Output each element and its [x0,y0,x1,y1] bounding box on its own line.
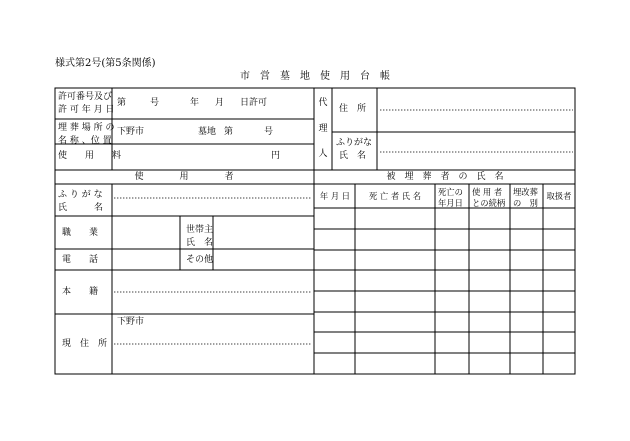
burial-section-header: 被 埋 葬 者 の 氏 名 [386,172,504,182]
fee-label: 使 用 料 [58,151,122,161]
phone-label: 電 話 [62,255,99,265]
permit-month: 月 [215,98,225,108]
col-deceased-name: 死 亡 者 氏 名 [368,190,422,201]
location-city: 下野市 [117,127,145,137]
page-title: 市 営 墓 地 使 用 台 帳 [240,71,390,82]
agent-name-label: ふりがな 氏 名 [336,138,373,161]
location-label: 埋 葬 場 所 の 名 称 、位 置 [58,123,115,146]
location-cemetery: 墓地 [198,127,217,137]
user-name-label: ふ り が な 氏 名 [58,190,104,213]
other-label: その他 [186,255,214,265]
agent-label-1: 代 [318,98,328,108]
col-relationship: 使 用 者 との続柄 [472,187,506,208]
col-date: 年 月 日 [319,190,351,201]
fee-unit: 円 [271,151,281,161]
location-go: 号 [264,127,274,137]
col-burial-type: 埋改葬 の 別 [513,187,538,208]
householder-label: 世帯主 氏 名 [186,225,214,248]
permit-day: 日許可 [240,98,268,108]
col-death-date: 死亡の 年月日 [438,187,463,208]
location-dai: 第 [224,127,234,137]
domicile-label: 本 籍 [62,287,99,297]
current-address-city: 下野市 [117,317,145,327]
agent-label-3: 人 [318,149,328,159]
occupation-label: 職 業 [62,228,99,238]
agent-address-label: 住 所 [339,104,367,114]
permit-go: 号 [150,98,160,108]
user-section-header: 使 用 者 [134,172,234,182]
form-number: 様式第2号(第5条関係) [55,58,156,69]
current-address-label: 現 住 所 [62,339,108,349]
permit-label: 許可番号及び 許 可 年 月 日 [58,92,115,115]
col-handler: 取扱者 [546,190,572,201]
permit-dai: 第 [117,98,127,108]
agent-label-2: 理 [318,124,328,134]
permit-year: 年 [190,98,200,108]
